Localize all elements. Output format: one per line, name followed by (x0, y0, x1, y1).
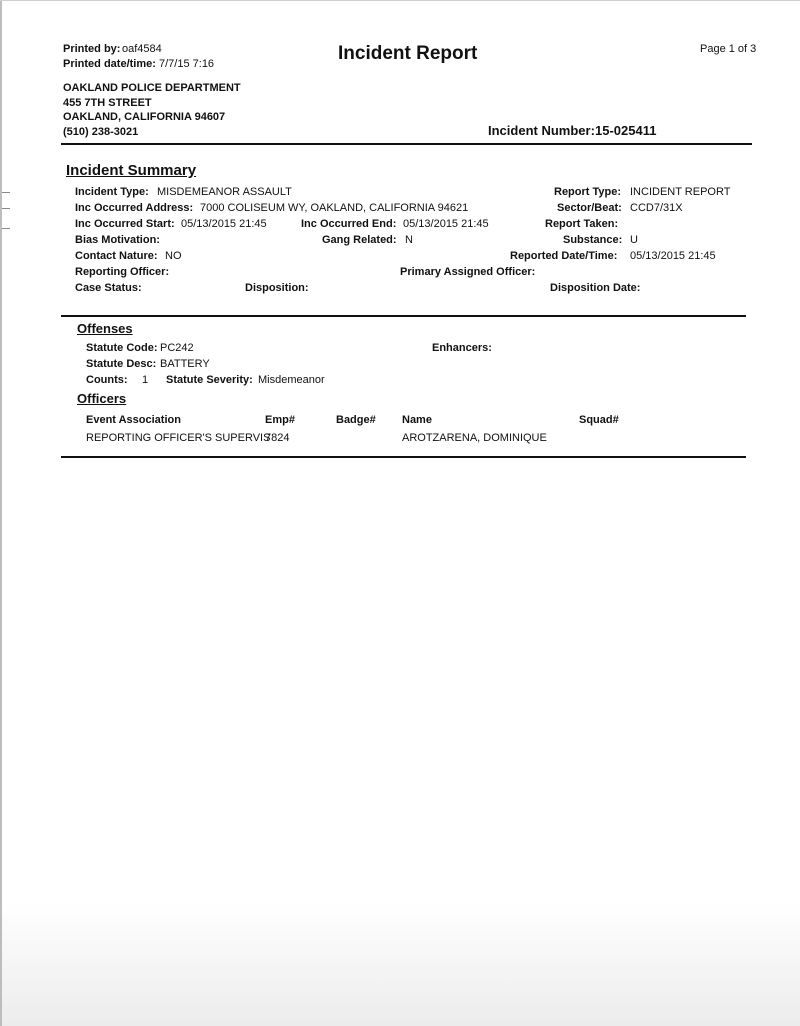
agency-city: OAKLAND, CALIFORNIA 94607 (63, 111, 226, 123)
agency-name: OAKLAND POLICE DEPARTMENT (63, 82, 241, 94)
printed-by-value: oaf4584 (122, 43, 162, 55)
occurred-start-value: 05/13/2015 21:45 (181, 218, 267, 230)
statute-code-label: Statute Code: (86, 342, 158, 354)
statute-severity-value: Misdemeanor (258, 374, 325, 386)
scan-left-edge (0, 0, 2, 1026)
col-emp: Emp# (265, 414, 295, 426)
occurred-end-value: 05/13/2015 21:45 (403, 218, 489, 230)
statute-severity-label: Statute Severity: (166, 374, 253, 386)
reported-datetime-value: 05/13/2015 21:45 (630, 250, 716, 262)
sector-beat-value: CCD7/31X (630, 202, 683, 214)
report-type-value: INCIDENT REPORT (630, 186, 731, 198)
case-status-label: Case Status: (75, 282, 142, 294)
enhancers-label: Enhancers: (432, 342, 492, 354)
report-type-label: Report Type: (554, 186, 622, 198)
officer-name: AROTZARENA, DOMINIQUE (402, 432, 547, 444)
printed-datetime-value: 7/7/15 7:16 (159, 58, 215, 70)
incident-type-value: MISDEMEANOR ASSAULT (157, 186, 292, 198)
sector-beat-label: Sector/Beat: (557, 202, 622, 214)
officers-heading: Officers (77, 391, 127, 406)
reported-datetime-label: Reported Date/Time: (510, 250, 618, 262)
primary-officer-label: Primary Assigned Officer: (400, 266, 536, 278)
printed-datetime-label: Printed date/time: (63, 58, 156, 70)
report-taken-label: Report Taken: (545, 218, 619, 230)
header-divider (61, 143, 752, 145)
page-number: Page 1 of 3 (700, 43, 757, 55)
statute-desc-label: Statute Desc: (86, 358, 157, 370)
printed-by-label: Printed by: (63, 43, 121, 55)
contact-nature-label: Contact Nature: (75, 250, 158, 262)
contact-nature-value: NO (165, 250, 182, 262)
agency-street: 455 7TH STREET (63, 97, 152, 109)
incident-type-label: Incident Type: (75, 186, 149, 198)
incident-number-value: 15-025411 (595, 123, 657, 138)
agency-phone: (510) 238-3021 (63, 126, 139, 138)
col-event-association: Event Association (86, 414, 181, 426)
gang-related-value: N (405, 234, 413, 246)
scan-mark (2, 192, 10, 193)
offenses-heading: Offenses (77, 321, 133, 336)
address-label: Inc Occurred Address: (75, 202, 194, 214)
statute-code-value: PC242 (160, 342, 194, 354)
summary-divider (61, 315, 746, 317)
counts-label: Counts: (86, 374, 128, 386)
scan-mark (2, 228, 10, 229)
bias-motivation-label: Bias Motivation: (75, 234, 160, 246)
address-value: 7000 COLISEUM WY, OAKLAND, CALIFORNIA 94621 (200, 202, 469, 214)
page-title: Incident Report (338, 43, 478, 64)
disposition-label: Disposition: (245, 282, 309, 294)
occurred-start-label: Inc Occurred Start: (75, 218, 175, 230)
incident-number-label: Incident Number: (488, 123, 595, 138)
col-name: Name (402, 414, 432, 426)
substance-label: Substance: (563, 234, 623, 246)
reporting-officer-label: Reporting Officer: (75, 266, 170, 278)
officer-emp: 7824 (265, 432, 290, 444)
officer-event-association: REPORTING OFFICER'S SUPERVIS (86, 432, 271, 444)
gang-related-label: Gang Related: (322, 234, 397, 246)
disposition-date-label: Disposition Date: (550, 282, 641, 294)
scan-mark (2, 208, 10, 209)
col-badge: Badge# (336, 414, 376, 426)
col-squad: Squad# (579, 414, 619, 426)
occurred-end-label: Inc Occurred End: (301, 218, 397, 230)
scan-top-edge (0, 0, 800, 1)
counts-value: 1 (142, 374, 149, 386)
substance-value: U (630, 234, 638, 246)
statute-desc-value: BATTERY (160, 358, 210, 370)
incident-summary-heading: Incident Summary (66, 162, 197, 179)
officers-divider (61, 456, 746, 458)
